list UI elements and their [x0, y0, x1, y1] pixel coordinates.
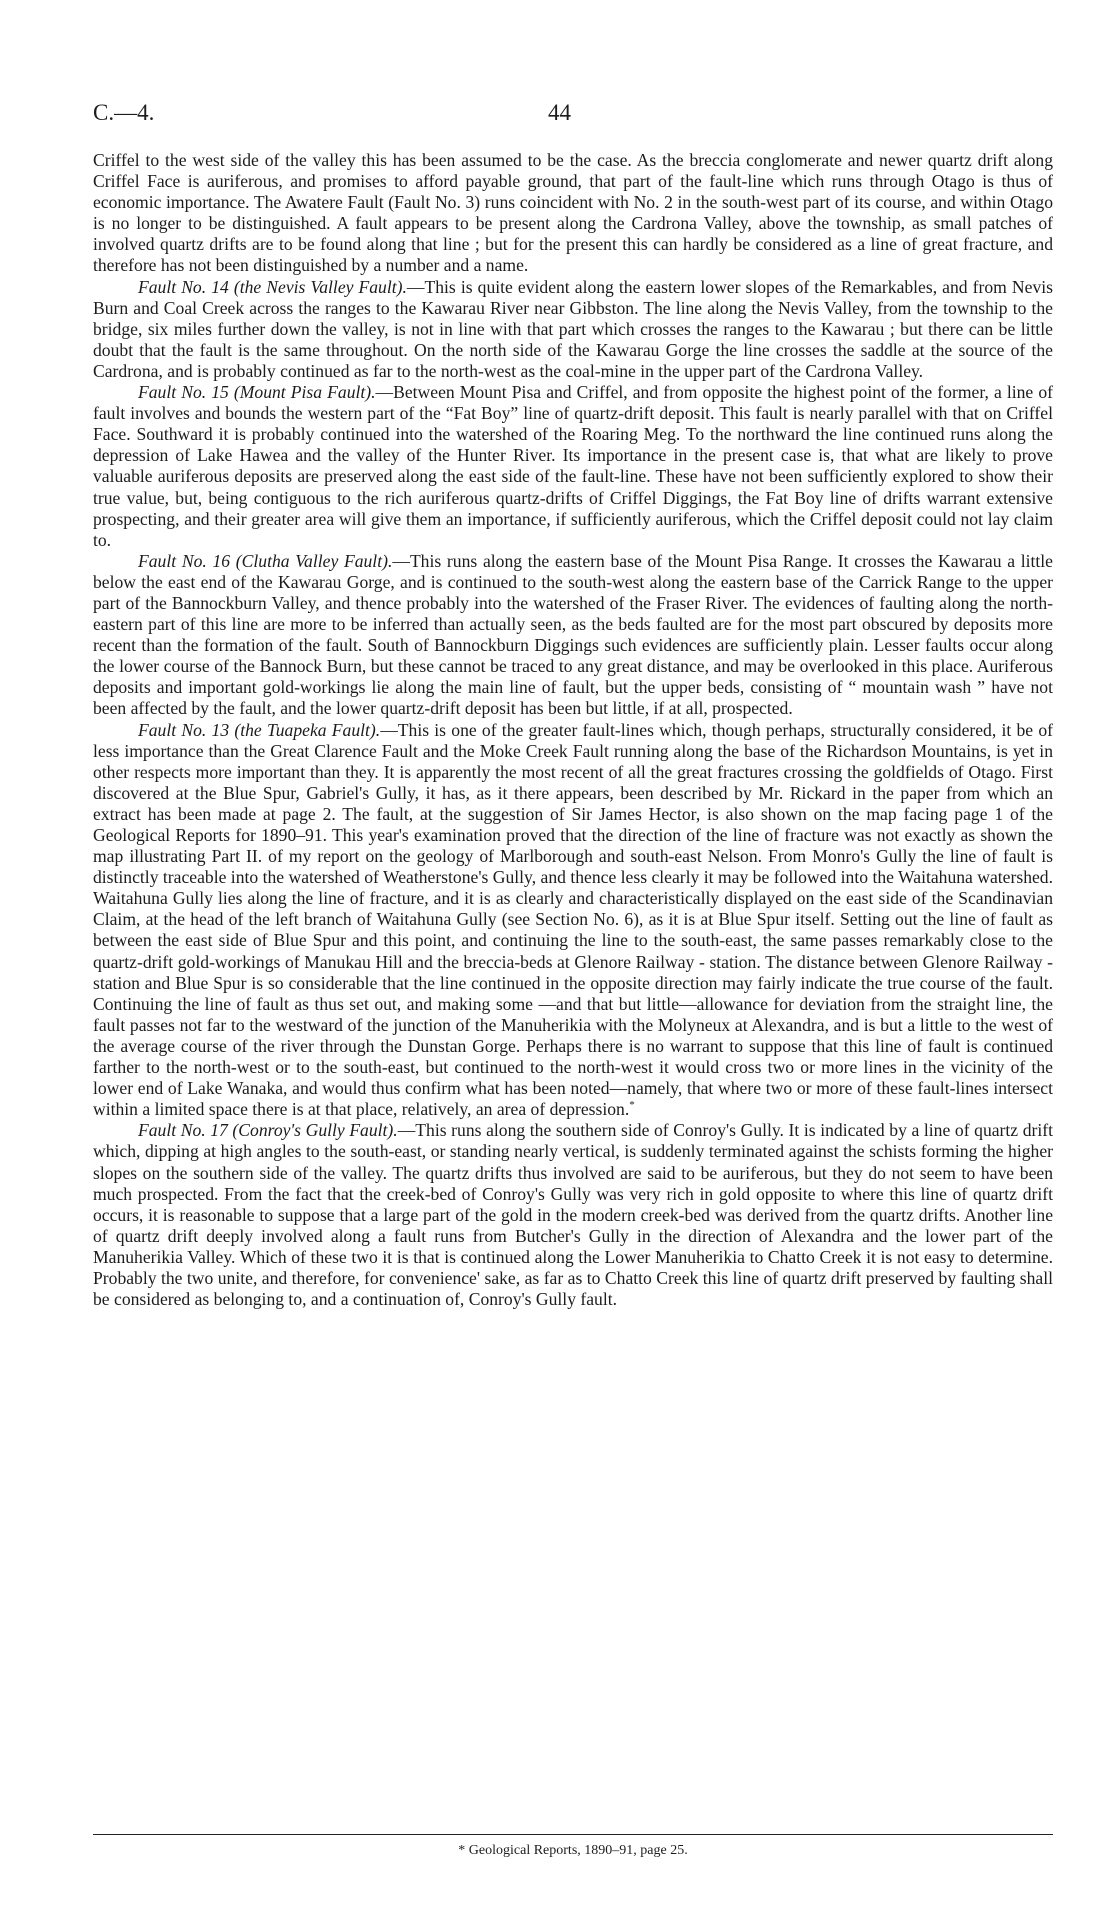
document-id: C.—4.: [93, 100, 155, 125]
paragraph-fault-13: [93, 720, 1053, 1121]
section-heading: Fault No. 13 (the Tuapeka Fault).: [138, 719, 381, 740]
body-text: [93, 150, 1053, 1310]
paragraph-text: —This is quite evident along the eastern lower slopes of the Remarkables, and from Nevis Burn and Coal Creek across the ranges to the Kawarau River near Gibbston. The line along the Nevis Valley, from the township to the bridge, six miles further down the valley, is not in line with that part which crosses the ranges to the Kawarau ; but there can be little doubt that the fault is the same throughout. On the north side of the Kawarau Gorge the line crosses the saddle at the source of the Cardrona, and is probably continued as far to the north-west as the coal-mine in the upper part of the Cardrona Valley.: [93, 276, 1053, 381]
section-heading: Fault No. 15 (Mount Pisa Fault).: [138, 382, 376, 403]
footnote-rule: [93, 1834, 1053, 1835]
footnote: * Geological Reports, 1890–91, page 25.: [458, 1843, 688, 1858]
paragraph-fault-17: [93, 1120, 1053, 1310]
section-heading: Fault No. 14 (the Nevis Valley Fault).: [138, 276, 407, 297]
page-header: [93, 100, 1053, 132]
paragraph-text: —This runs along the southern side of Conroy's Gully. It is indicated by a line of quartz drift which, dipping at high angles to the south-east, or standing nearly vertical, is suddenly terminated against the schists forming the higher slopes on the southern side of the valley. The quartz drifts thus involved are said to be auriferous, but they do not seem to have been much prospected. From the fact that the creek-bed of Conroy's Gully was very rich in gold opposite to where this line of quartz drift occurs, it is reasonable to suppose that a large part of the gold in the modern creek-bed was derived from the quartz drifts. Another line of quartz drift deeply involved along a fault runs from Butcher's Gully in the direction of Alexandra and the lower part of the Manuherikia Valley. Which of these two it is that is continued along the Lower Manuherikia to Chatto Creek it is not easy to determine. Probably the two unite, and therefore, for convenience' sake, as far as to Chatto Creek this line of quartz drift preserved by faulting shall be considered as belonging to, and a continuation of, Conroy's Gully fault.: [93, 1120, 1053, 1310]
section-heading: Fault No. 16 (Clutha Valley Fault).: [138, 550, 393, 571]
paragraph-fault-16: [93, 551, 1053, 720]
paragraph-fault-15: [93, 382, 1053, 551]
paragraph-text: —This runs along the eastern base of the Mount Pisa Range. It crosses the Kawarau a little below the east end of the Kawarau Gorge, and is continued to the south-west along the eastern base of the Carrick Range to the upper part of the Bannockburn Valley, and thence probably into the watershed of the Fraser River. The evidences of faulting along the north-eastern part of this line are more to be inferred than actually seen, as the beds faulted are for the most part obscured by deposits more recent than the formation of the fault. South of Bannockburn Diggings such evidences are sufficiently plain. Lesser faults occur along the lower course of the Bannock Burn, but these cannot be traced to any great distance, and may be overlooked in this place. Auriferous deposits and important gold-workings lie along the main line of fault, but the upper beds, consisting of “ mountain wash ” have not been affected by the fault, and the lower quartz-drift deposit has been but little, if at all, prospected.: [93, 550, 1053, 719]
paragraph-text: —This is one of the greater fault-lines which, though perhaps, structurally considered, it be of less importance than the Great Clarence Fault and the Moke Creek Fault running along the base of the Richardson Mountains, is yet in other respects more important than they. It is apparently the most recent of all the great fractures crossing the goldfields of Otago. First discovered at the Blue Spur, Gabriel's Gully, it has, as it there appears, been described by Mr. Rickard in the paper from which an extract has been made at page 2. The fault, at the suggestion of Sir James Hector, is also shown on the map facing page 1 of the Geological Reports for 1890–91. This year's examination proved that the direction of the line of fracture was not exactly as shown the map illustrating Part II. of my report on the geology of Marlborough and south-east Nelson. From Monro's Gully the line of fault is distinctly traceable into the watershed of Weatherstone's Gully, and thence less clearly it may be followed into the Waitahuna watershed. Waitahuna Gully lies along the line of fracture, and it is as clearly and characteristically displayed on the east side of the Scandinavian Claim, at the head of the left branch of Waitahuna Gully (see Section No. 6), as it is at Blue Spur itself. Setting out the line of fault as between the east side of Blue Spur and this point, and continuing the line to the south-east, the same passes remarkably close to the quartz-drift gold-workings of Manukau Hill and the breccia-beds at Glenore Railway - station. The distance between Glenore Railway - station and Blue Spur is so considerable that the line continued in the opposite direction may fairly indicate the true course of the fault. Continuing the line of fault as thus set out, and making some —and that but little—allowance for deviation from the straight line, the fault passes not far to the westward of the junction of the Manuherikia with the Molyneux at Alexandra, and is but a little to the west of the average course of the river through the Dunstan Gorge. Perhaps there is no warrant to suppose that this line of fault is continued farther to the north-west or to the south-east, but continued to the north-west it would cross two or more lines in the vicinity of the lower end of Lake Wanaka, and would thus confirm what has been noted—namely, that where two or more of these fault-lines intersect within a limited space there is at that place, relatively, an area of depression.: [93, 719, 1053, 1120]
paragraph-text: Criffel to the west side of the valley this has been assumed to be the case. As the breccia conglomerate and newer quartz drift along Criffel Face is auriferous, and promises to afford payable ground, that part of the fault-line which runs through Otago is thus of economic importance. The Awatere Fault (Fault No. 3) runs coincident with No. 2 in the south-west part of its course, and within Otago is no longer to be distinguished. A fault appears to be present along the Cardrona Valley, above the township, as small patches of involved quartz drifts are to be found along that line ; but for the present this can hardly be considered as a line of great fracture, and therefore has not been distinguished by a number and a name.: [93, 150, 1053, 276]
section-heading: Fault No. 17 (Conroy's Gully Fault).: [138, 1120, 398, 1141]
footnote-mark: *: [629, 1099, 635, 1112]
paragraph-text: —Between Mount Pisa and Criffel, and from opposite the highest point of the former, a line of fault involves and bounds the western part of the “Fat Boy” line of quartz-drift deposit. This fault is nearly parallel with that on Criffel Face. Southward it is probably continued into the watershed of the Roaring Meg. To the northward the line continued runs along the depression of Lake Hawea and the valley of the Hunter River. Its importance in the present case is, that what are likely to prove valuable auriferous deposits are preserved along the east side of the fault-line. These have not been sufficiently explored to show their true value, but, being contiguous to the rich auriferous quartz-drifts of Criffel Diggings, the Fat Boy line of drifts warrant extensive prospecting, and their greater area will give them an importance, if sufficiently auriferous, which the Criffel deposit could not lay claim to.: [93, 382, 1053, 550]
page-number: 44: [548, 100, 571, 125]
paragraph-criffel: [93, 150, 1053, 277]
paragraph-fault-14: [93, 277, 1053, 382]
